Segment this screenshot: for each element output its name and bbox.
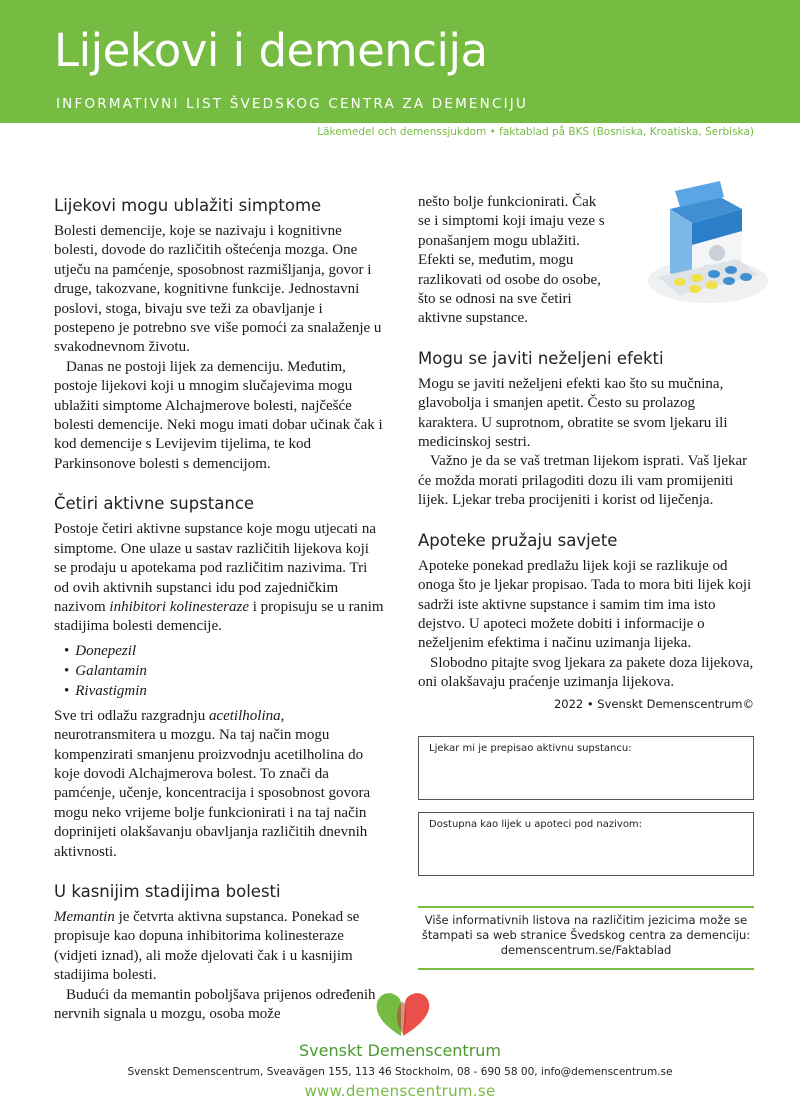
section-heading: Mogu se javiti neželjeni efekti: [418, 348, 664, 368]
pharmacy-name-field[interactable]: [418, 812, 754, 876]
note-line: demenscentrum.se/Faktablad: [500, 943, 672, 957]
section-later-stages: [54, 882, 384, 1024]
divider: [418, 906, 754, 908]
section-heading: Četiri aktivne supstance: [54, 494, 255, 514]
section-side-effects: [418, 349, 754, 511]
prescribed-substance-field[interactable]: [418, 736, 754, 800]
header-banner: [0, 0, 800, 123]
paragraph: Budući da memantin poboljšava prijenos određenih nervnih signala u mozgu, osoba može: [54, 986, 376, 1022]
list-item: • Rivastigmin: [64, 681, 384, 701]
section-heading: Apoteke pružaju savjete: [418, 530, 618, 550]
paragraph: Danas ne postoji lijek za demenciju. Međutim, postoje lijekovi koji u mnogim slučajevima mogu ublažiti simptome Alchajmerove bolesti, najčešće bolesti demencije. Neki mogu imati dobar učinak čak i kod demencije s Levijevim tijelima, te kod Parkinsonove bolesti s demencijom.: [54, 358, 383, 472]
left-column: [54, 196, 384, 1044]
list-item: • Galantamin: [64, 661, 384, 681]
note-line: Više informativnih listova na različitim jezicima može se: [424, 913, 748, 927]
contact-info: Svenskt Demenscentrum, Sveavägen 155, 113 46 Stockholm, 08 - 690 58 00, info@demenscentrum.se: [127, 1066, 673, 1078]
organization-name: Svenskt Demenscentrum: [299, 1041, 501, 1060]
text-run: Postoje četiri aktivne supstance koje mogu utjecati na simptome. One ulaze u sastav različitih lijekova koji se prodaju u apotekama pod različitim nazivima. Tri od ovih aktivnih supstanci idu pod zajedničkim nazivom: [54, 521, 376, 615]
text-run: je četvrta aktivna supstanca. Ponekad se propisuje kao dopuna inhibitorima kolinesteraze (vidjeti iznad), ali može djelovati čak i u kasnijim stadijima bolesti.: [54, 908, 360, 984]
note-line: štampati sa web stranice Švedskog centra za demenciju:: [421, 928, 751, 942]
header-subtitle: INFORMATIVNI LIST ŠVEDSKOG CENTRA ZA DEMENCIJU: [56, 96, 529, 112]
field-label: Ljekar mi je prepisao aktivnu supstancu:: [429, 743, 632, 754]
paragraph: nešto bolje funkcionirati. Čak se i simptomi koji imaju veze s ponašanjem mogu ublažiti. Efekti se, međutim, mogu razlikovati od osobe do osobe, što se odnosi na sve četiri aktivne supstance.: [418, 194, 605, 327]
paragraph: Apoteke ponekad predlažu lijek koji se razlikuje od onoga što je ljekar propisao. Tada to mora biti lijek koji sadrži iste aktivne supstance i samim tim ima isto dejstvo. U apoteci možete dobiti i informacije o neželjenim efektima i načinu uzimanja lijeka.: [418, 557, 752, 652]
section-symptoms: [54, 196, 384, 474]
divider: [418, 968, 754, 970]
swedish-subtitle: Läkemedel och demenssjukdom • faktablad på BKS (Bosniska, Kroatiska, Serbiska): [317, 126, 754, 138]
intro-continuation: [418, 193, 754, 329]
more-info-note: [418, 913, 754, 958]
emphasis: inhibitori kolinesteraze: [109, 598, 249, 615]
paragraph: Mogu se javiti neželjeni efekti kao što su mučnina, glavobolja i smanjen apetit. Često su prolazog karaktera. U suprotnom, obratite se svom ljekaru ili medicinskoj sestri.: [418, 375, 728, 451]
drug-list: [64, 641, 384, 701]
paragraph: [54, 520, 384, 636]
field-label: Dostupna kao lijek u apoteci pod nazivom:: [429, 819, 643, 830]
paragraph: [54, 908, 384, 986]
list-item: • Donepezil: [64, 641, 384, 661]
page-title: Lijekovi i demencija: [54, 24, 488, 77]
heart-logo-icon: [375, 990, 431, 1038]
paragraph: Bolesti demencije, koje se nazivaju i kognitivne bolesti, dovode do različitih oštećenja mozga. One utječu na pamćenje, sposobnost razmišljanja, govor i druge, takozvane, kognitivne funkcije. Jednostavni poslovi, stoga, bivaju sve teži za obavljanje i postepeno je potrebno sve više pomoći za snalaženje u svakodnevnom životu.: [54, 223, 382, 356]
paragraph: Važno je da se vaš tretman lijekom isprati. Vaš ljekar će možda morati prilagoditi dozu ili vam promijeniti lijek. Ljekar treba procijeniti i korist od liječenja.: [418, 453, 748, 509]
paragraph: [54, 707, 384, 862]
emphasis: acetilholina: [208, 707, 281, 724]
section-pharmacies: [418, 531, 754, 711]
text-run: Sve tri odlažu razgradnju: [54, 707, 209, 724]
text-run: , neurotransmitera u mozgu. Na taj način mogu kompenzirati smanjenu proizvodnju acetilholina do koje dovodi Alchajmerova bolest. To znači da pamćenje, učenje, koncentracija i sposobnost govora mogu neko vrijeme bolje funkcionirati i na taj način doprinijeti olakšavanju obavljanja različitih dnevnih aktivnosti.: [54, 707, 371, 860]
text-run: i propisuju se u ranim stadijima bolesti demencije.: [54, 598, 384, 635]
paragraph: Slobodno pitajte svog ljekara za pakete doza lijekova, oni olakšavaju praćenje uzimanja lijekova.: [418, 654, 754, 691]
right-column: [418, 193, 754, 711]
website-link[interactable]: www.demenscentrum.se: [304, 1082, 496, 1100]
emphasis: Memantin: [54, 908, 115, 925]
section-four-substances: [54, 494, 384, 862]
medicine-box-illustration: [640, 181, 770, 311]
copyright: 2022 • Svenskt Demenscentrum©: [553, 696, 754, 711]
section-heading: U kasnijim stadijima bolesti: [54, 881, 281, 901]
section-heading: Lijekovi mogu ublažiti simptome: [54, 196, 322, 215]
